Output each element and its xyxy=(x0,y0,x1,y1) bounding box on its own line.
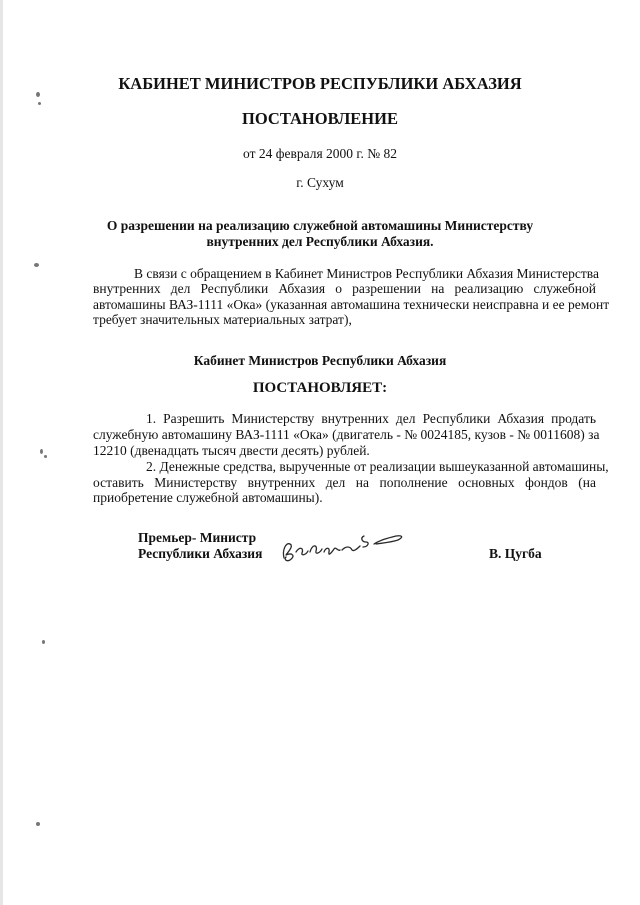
item-2-line-1 xyxy=(146,459,609,475)
scan-edge xyxy=(0,0,3,905)
item-1-line-1 xyxy=(146,411,596,427)
date-number: от 24 февраля 2000 г. № 82 xyxy=(243,146,397,161)
item-1-line-2 xyxy=(93,427,600,443)
handwritten-signature xyxy=(276,522,416,570)
organization-title: КАБИНЕТ МИНИСТРОВ РЕСПУБЛИКИ АБХАЗИЯ xyxy=(118,74,522,93)
document-type: ПОСТАНОВЛЕНИЕ xyxy=(242,109,398,128)
signer-name: В. Цугба xyxy=(489,546,542,561)
item-2-line-3: приобретение служебной автомашины). xyxy=(93,490,323,505)
preamble-line-2 xyxy=(93,281,596,297)
preamble-line-4: требует значительных материальных затрат), xyxy=(93,312,352,327)
subject-line-2: внутренних дел Республики Абхазия. xyxy=(206,234,434,249)
item-2-line-1-text: 2. Денежные средства, вырученные от реализации вышеуказанной автомашины, xyxy=(146,459,609,474)
preamble-line-1 xyxy=(134,266,599,282)
preamble-line-1-text: В связи с обращением в Кабинет Министров Республики Абхазия Министерства xyxy=(134,266,599,281)
resolves-verb: ПОСТАНОВЛЯЕТ: xyxy=(252,380,388,396)
punch-mark xyxy=(40,449,43,454)
item-2-line-2 xyxy=(93,475,596,491)
item-2-line-2-text: оставить Министерству внутренних дел на пополнение основных фондов (на xyxy=(93,475,596,490)
punch-mark xyxy=(38,102,41,105)
signer-position-line-2: Республики Абхазия xyxy=(138,546,263,561)
punch-mark xyxy=(34,263,39,267)
item-1-line-2-text: служебную автомашину ВАЗ-1111 «Ока» (двигатель - № 0024185, кузов - № 0011608) за xyxy=(93,427,600,442)
punch-mark xyxy=(44,455,47,458)
punch-mark xyxy=(36,822,40,826)
punch-mark xyxy=(42,640,45,644)
preamble-line-3 xyxy=(93,297,610,313)
item-1-line-3: 12210 (двенадцать тысяч двести десять) рублей. xyxy=(93,443,370,458)
signer-position-line-1: Премьер- Министр xyxy=(138,530,257,545)
item-1-line-1-text: 1. Разрешить Министерству внутренних дел Республики Абхазия продать xyxy=(146,411,596,426)
subject-line-1: О разрешении на реализацию служебной автомашины Министерству xyxy=(106,218,534,233)
preamble-line-3-text: автомашины ВАЗ-1111 «Ока» (указанная автомашина технически неисправна и ее ремонт xyxy=(93,297,610,312)
resolving-body: Кабинет Министров Республики Абхазия xyxy=(193,353,447,368)
city: г. Сухум xyxy=(296,175,344,190)
preamble-line-2-text: внутренних дел Республики Абхазия о разрешении на реализацию служебной xyxy=(93,281,596,296)
